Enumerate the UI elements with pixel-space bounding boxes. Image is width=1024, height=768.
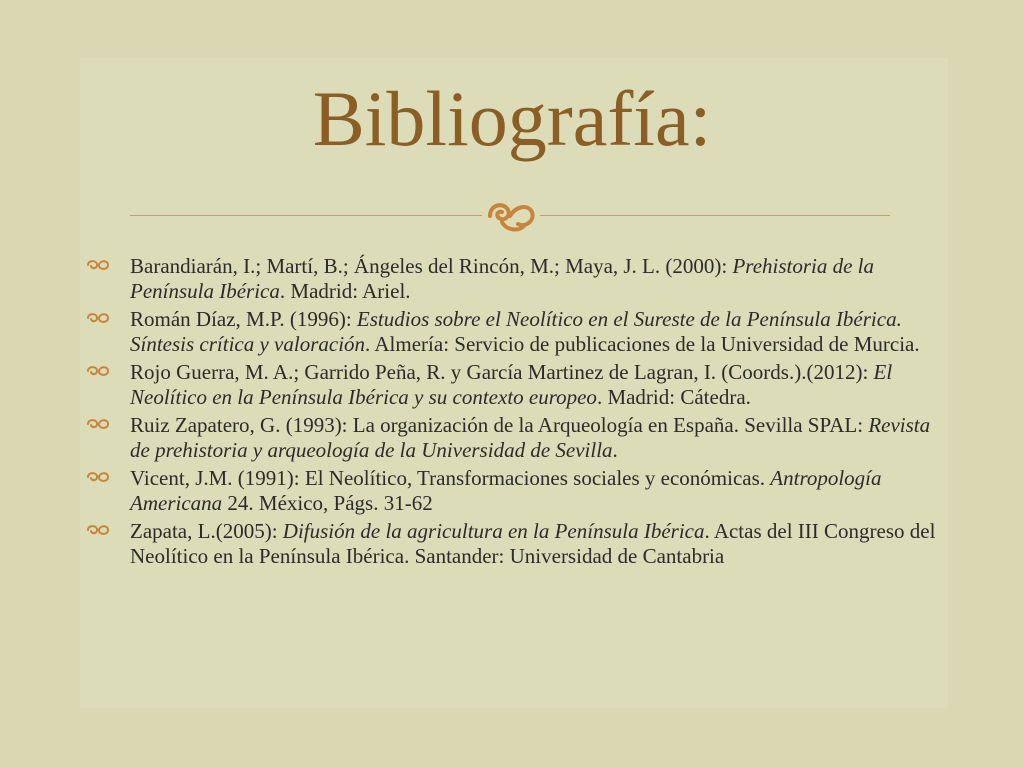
reference-item (86, 466, 936, 516)
title-divider-left (130, 215, 482, 216)
reference-segment: . Actas del III Congreso del Neolítico en la Península Ibérica. Santander: Universidad de Cantabria (130, 519, 936, 568)
reference-list (86, 254, 936, 572)
reference-text (130, 254, 874, 303)
reference-italic-segment: Revista de prehistoria y arqueología de la Universidad de Sevilla (130, 413, 931, 462)
link-bullet-icon (86, 311, 110, 325)
reference-item (86, 254, 936, 304)
reference-text (130, 466, 882, 515)
reference-text (130, 307, 920, 356)
reference-text (130, 413, 930, 462)
reference-italic-segment: El Neolítico en la Península Ibérica y su contexto europeo (130, 360, 893, 409)
fleuron-ornament-icon (482, 196, 538, 236)
reference-item (86, 519, 936, 569)
link-bullet-icon (86, 470, 110, 484)
reference-segment: Barandiarán, I.; Martí, B.; Ángeles del Rincón, M.; Maya, J. L. (2000): (130, 254, 733, 278)
reference-segment: 24. México, Págs. 31-62 (222, 491, 433, 515)
title-divider-right (540, 215, 890, 216)
reference-segment: . (612, 438, 618, 462)
slide-title: Bibliografía: (312, 75, 712, 162)
reference-segment: Zapata, L.(2005): (130, 519, 283, 543)
reference-italic-segment: Antropología Americana (130, 466, 882, 515)
link-bullet-icon (86, 258, 110, 272)
reference-item (86, 360, 936, 410)
reference-segment: Román Díaz, M.P. (1996): (130, 307, 357, 331)
reference-italic-segment: Estudios sobre el Neolítico en el Sureste de la Península Ibérica. Síntesis crítica y valoración (130, 307, 902, 356)
reference-item (86, 413, 936, 463)
reference-segment: Vicent, J.M. (1991): El Neolítico, Transformaciones sociales y económicas. (130, 466, 771, 490)
reference-text (130, 519, 935, 568)
reference-text (130, 360, 892, 409)
reference-item (86, 307, 936, 357)
reference-italic-segment: Difusión de la agricultura en la Península Ibérica (282, 519, 705, 543)
link-bullet-icon (86, 364, 110, 378)
reference-segment: . Almería: Servicio de publicaciones de la Universidad de Murcia. (365, 332, 920, 356)
reference-segment: Ruiz Zapatero, G. (1993): La organización de la Arqueología en España. Sevilla SPAL: (130, 413, 869, 437)
reference-segment: . Madrid: Cátedra. (596, 385, 751, 409)
reference-segment: . Madrid: Ariel. (279, 279, 411, 303)
reference-italic-segment: Prehistoria de la Península Ibérica (130, 254, 875, 303)
link-bullet-icon (86, 523, 110, 537)
link-bullet-icon (86, 417, 110, 431)
reference-segment: Rojo Guerra, M. A.; Garrido Peña, R. y García Martinez de Lagran, I. (Coords.).(2012): (130, 360, 874, 384)
